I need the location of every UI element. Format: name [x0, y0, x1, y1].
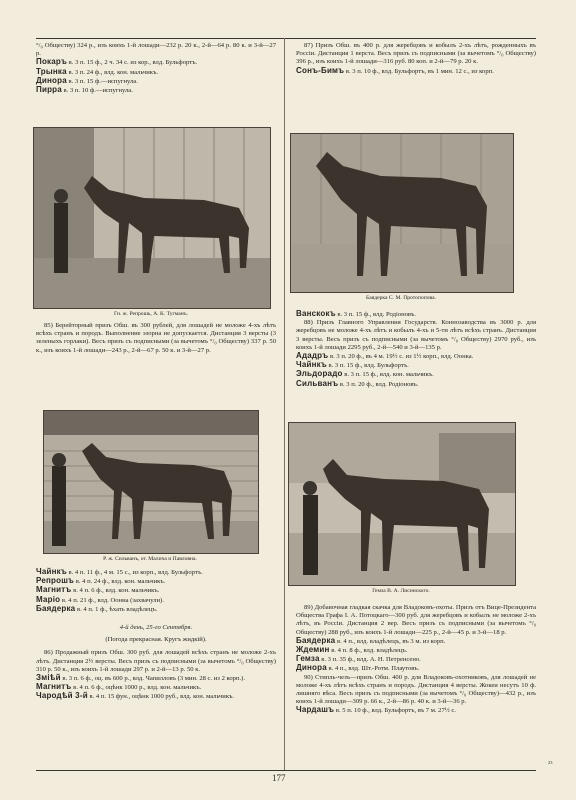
entry-chaink-2: Чайнкъ в. 3 п. 15 ф., влд. Бульфортъ. — [296, 360, 409, 370]
corner-mark: 23 — [548, 760, 553, 765]
entry-charodey: Чародѣй 3-й в. 4 п. 15 фун., оцѣнк 1000 руб., влд. кон. мальчикъ. — [36, 691, 235, 701]
entry-pirra: Пирра в. 3 п. 10 ф.—испугнула. — [36, 85, 133, 95]
prize-90-text: 90) Стипль-чезъ—призъ Обш. 400 р. для Владоковъ-охотниковъ, для лошадей не моложе 4-хъ лѣтъ всѣхъ странъ и породъ. Дистанция 4 версты. Жокеи несутъ 10 ф. лишняго вѣса. Весъ призъ съ подписными (за вычетомъ °/₀ Обществу)—432 р., изъ коихъ 1-й лошади—309 р. 66 к., 2-й—86 р. 40 к. и 3-й—36 р. — [296, 673, 536, 706]
left-column-mid — [36, 322, 276, 355]
prize-86-text: 86) Продажный призъ Обш. 300 руб. для лошадей всѣхъ странъ не моложе 2-хъ лѣтъ. Дистанция 2½ версты. Весъ призъ съ подписными (за вычетомъ °/₀ Обществу) 310 р. 50 к., изъ коихъ 1-й лошади 297 р. и 2-й—13 р. 50 к. — [36, 649, 276, 673]
right-column-mid — [296, 310, 536, 389]
day-heading: 4-й день, 25-го Сентября. — [119, 624, 193, 632]
horse-photo-gemza — [288, 422, 516, 586]
entry-bayaderka: Баядерка в. 4 п. 1 ф., ѣхать владѣлецъ. — [36, 603, 158, 613]
horse-photo-bayaderka — [290, 133, 514, 293]
horse-photo-art-4 — [289, 423, 515, 585]
left-column-bottom — [36, 568, 276, 702]
page-number: 177 — [272, 773, 286, 783]
right-column-bottom — [296, 604, 536, 716]
entry-eldorado: Эльдорадо в. 3 п. 15 ф., влд. кон. мальчикъ. — [296, 369, 434, 379]
bottom-rule — [36, 770, 536, 771]
column-divider — [284, 38, 285, 770]
photo3-caption: Баядерка С. М. Протопопова. — [366, 295, 436, 301]
entry-reproshch: Репрошъ в. 4 п. 24 ф., влд. кон. мальчикъ. — [36, 576, 166, 586]
photo1-caption: Гн. ж. Репрошь, А. К. Тугманъ. — [113, 311, 189, 317]
horse-photo-silvan — [43, 410, 259, 554]
horse-photo-art-2 — [44, 411, 258, 553]
entry-gemza: Гемза в. 3 п. 35 ф., влд. А. Н. Петренсено. — [296, 654, 421, 664]
entry-dinora: Динора в. 3 п. 15 ф.—испугнула. — [36, 75, 138, 85]
horse-photo-art — [34, 128, 270, 308]
horse-photo-art-3 — [291, 134, 513, 292]
weather-note: (Погода прекрасная. Кругъ жидкій). — [105, 636, 207, 644]
entry-magnit-2: Магнитъ в. 4 п. 6 ф., оцѣнк 1000 р., влд. кон. мальчикъ. — [36, 682, 202, 692]
intro-text: °/₀ Обществу) 324 р., изъ коихъ 1-й лошади—232 р. 20 к., 2-й—64 р. 80 к. и 3-й—27 р. — [36, 42, 276, 58]
entry-adadr: Ададръ в. 3 п. 20 ф., въ 4 м. 19½ с. из 1½ корп., влд. Оонка. — [296, 351, 474, 361]
entry-chaink: Чайнкъ в. 4 п. 11 ф., 4 м. 15 с., из корп., влд. Бульфортъ. — [36, 567, 203, 576]
photo4-caption: Гемза В. А. Лисинского. — [372, 588, 430, 594]
entry-mario: Маріо в. 4 п. 21 ф., влд. Оониа (захвачули). — [36, 594, 164, 604]
entry-son-bim: Сонъ-Бимъ в. 3 п. 10 ф., влд. Бульфортъ, въ 1 мин. 12 с., из корп. — [296, 65, 494, 75]
entry-zmiy: Зміѣй в. 3 п. 6 ф., оц. въ 600 р., влд. Чапилловъ (3 мин. 28 с. из 2 корп.). — [36, 673, 245, 683]
entry-dinora-2: Динора в. 4 п., влд. Шт.-Ротм. Плаутовъ. — [296, 663, 420, 673]
entry-trynka: Трынка в. 3 п. 24 ф., влд. кон. мальчикъ. — [36, 66, 159, 76]
prize-87-text: 87) Призъ Обш. въ 400 р. для жеребцовъ и кобылъ 2-хъ лѣтъ, рожденныхъ въ Россіи. Дистанция 1 верста. Весъ призъ съ подписными (за вычетомъ °/₀ Обществу) 396 р., изъ коихъ 1-й лошади—316 руб. 80 коп. и 2-й—79 р. 20 к. — [296, 42, 536, 66]
entry-silvan: Сильванъ в. 3 п. 20 ф., влд. Родіоновъ. — [296, 378, 419, 388]
left-column-top — [36, 42, 276, 95]
prize-89-text: 89) Добавочная гладкая скачка для Владоковъ-охоты. Призъ отъ Вице-Президента Общества Графа I. А. Потоцкаго—300 руб. для жеребцовъ и кобылъ не моложе 2-хъ лѣтъ, въ Россіи. Дистанция 2 вер. Весъ призъ съ подписными (за вычетомъ °/₀ Обществу) 288 руб., изъ коихъ 1-й лошади—225 р., 2-й—45 р. и 3-й—18 р. — [296, 604, 536, 636]
entry-vanskok: Ванскокъ в. 3 п. 15 ф., влд. Родіоновъ. — [296, 309, 416, 318]
entry-zhdemin: Ждемин в. 4 п. 8 ф., влд. владѣлецъ. — [296, 645, 408, 655]
entry-pokar: Покаръ в. 3 п. 15 ф., 2 ч. 34 с. из кор., влд. Бульфортъ. — [36, 57, 198, 67]
right-column-top — [296, 42, 536, 76]
top-rule — [36, 38, 536, 39]
prize-85-text: 85) Берейторный призъ Обш. въ 300 рублей, для лошадей не моложе 4-хъ лѣтъ всѣхъ странъ и породъ. Выполнение эзорна не допускается. Дистанция 3 версты (3 зеленыхъ горлаки). Весъ призъ съ подписными (за вычетомъ °/₀ Обществу) 337 р. 50 к., изъ коихъ 1-й лошади—243 р., 2-й—67 р. 50 к. и 3-й—27 р. — [36, 322, 276, 354]
entry-chardash: Чардашъ в. 5 п. 10 ф., влд. Бульфортъ, въ 7 м. 27½ с. — [296, 705, 456, 715]
entry-bayaderka-2: Баядерка в. 4 п., влд. владѣлецъ, въ 3 м. из корп. — [296, 635, 446, 645]
horse-photo-reproshch — [33, 127, 271, 309]
photo2-caption: Р. ж. Сильванъ, от. Малича и Павловна. — [103, 556, 197, 562]
prize-88-text: 88) Призъ Главного Управления Государств. Коннозаводства въ 3000 р. для жеребцовъ не моложе 4-хъ лѣтъ и кобылъ 4-хъ и 5-ти лѣтъ всѣхъ странъ. Дистанция 3 версты. Весъ призъ съ подписными (за вычетомъ °/₀ Обществу) 2970 руб., изъ коихъ 1-й лошади 2295 руб., 2-й—540 и 3-й—135 р. — [296, 319, 536, 351]
entry-magnit: Магнитъ в. 4 п. 6 ф., влд. кон. мальчикъ. — [36, 585, 160, 595]
